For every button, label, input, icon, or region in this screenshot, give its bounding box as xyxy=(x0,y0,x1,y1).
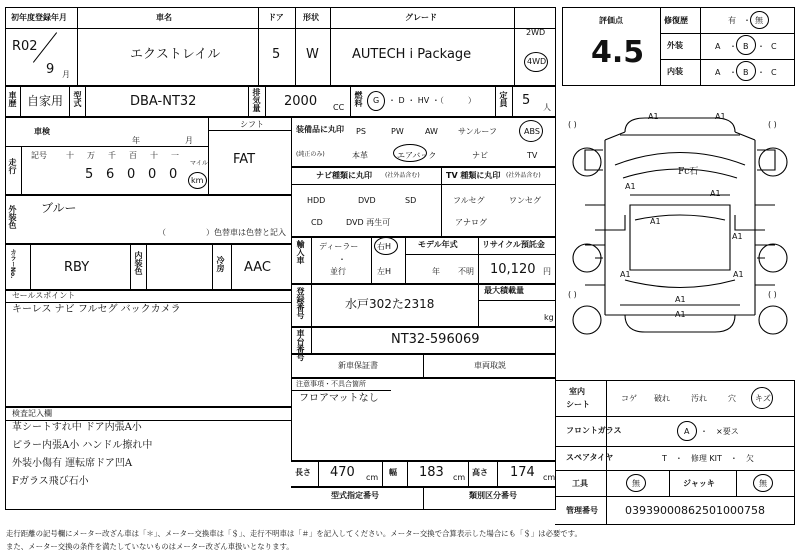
interior-sheet-label: シート xyxy=(566,400,590,409)
type-label: 型式 xyxy=(73,91,82,107)
int-a: A xyxy=(715,68,721,77)
fuel-label: 燃料 xyxy=(354,91,363,107)
model-year-label: モデル年式 xyxy=(418,240,458,249)
fuel-options: ・ D ・ HV ・（ ） xyxy=(388,96,476,105)
shift-label: シフト xyxy=(240,120,264,129)
inspector-line-1: 革シートすれ中 ドア内張A小 xyxy=(12,422,142,433)
mgmt-number: 03939000862501000758 xyxy=(625,504,765,517)
type-designation-label: 型式指定番号 xyxy=(331,491,379,500)
nav-type-label: ナビ種類に丸印 xyxy=(316,171,372,180)
recycle-label: リサイクル預託金 xyxy=(482,240,545,249)
tools-value: 無 xyxy=(632,479,640,488)
equipment-sub: (純正のみ) xyxy=(296,151,325,158)
mark-right-rear: A1 xyxy=(732,232,743,241)
bracket-top-left: ( ) xyxy=(568,120,577,129)
usage-value: 自家用 xyxy=(27,94,64,108)
jack-label: ジャッキ xyxy=(683,479,715,488)
mileage-label: 走行 xyxy=(8,158,17,174)
width-value: 183 xyxy=(419,465,444,480)
max-load-unit: kg xyxy=(544,313,554,322)
equip-aw: AW xyxy=(425,127,438,136)
sales-point: キーレス ナビ フルセグ バックカメラ xyxy=(12,304,181,315)
usage-label: 車歴 xyxy=(8,91,17,107)
door-label: ドア xyxy=(268,13,284,22)
color-note: （ ）色替車は色替と記入 xyxy=(158,228,286,237)
nav-cd: CD xyxy=(311,218,323,227)
new-car-warranty: 新車保証書 xyxy=(338,361,378,370)
equipment-label: 装備品に丸印 xyxy=(296,125,344,134)
capacity-label: 定員 xyxy=(499,91,508,107)
color-code-label: カラーNo. xyxy=(9,249,16,279)
height-unit: cm xyxy=(543,473,556,482)
drive-4wd: 4WD xyxy=(527,57,547,66)
tv-fullseg: フルセグ xyxy=(453,196,485,205)
import-dot: ・ xyxy=(338,255,346,264)
nav-type-sub: (社外品含む) xyxy=(385,172,420,179)
exterior-label: 外装 xyxy=(667,41,683,50)
import-parallel: 並行 xyxy=(330,267,346,276)
registration-label: 登録番号 xyxy=(296,287,305,319)
spare-label: スペアタイヤ xyxy=(566,453,614,462)
first-reg-label: 初年度登録年月 xyxy=(11,13,67,22)
model-year-unknown: 不明 xyxy=(458,267,474,276)
windshield-rest: ・ ×要ス xyxy=(700,427,739,436)
windshield-label: フロントガラス xyxy=(566,426,622,435)
sheet-hole: 穴 xyxy=(728,394,736,403)
windshield-a: A xyxy=(684,427,690,436)
equip-airbag: エアバック xyxy=(397,151,437,160)
equip-pw: PW xyxy=(391,127,404,136)
mark-front-bumper: A1 xyxy=(648,112,659,121)
score-label: 評価点 xyxy=(599,16,623,25)
mile-digit-1: 5 xyxy=(85,167,94,182)
mile-digit-3: 0 xyxy=(127,167,136,182)
bracket-top-right: ( ) xyxy=(768,120,777,129)
ext-sep-1: ・ xyxy=(729,42,737,51)
footer-note-2: また、メーター交換の条件を満たしていないものはメーター改ざん車扱いとなります。 xyxy=(6,542,294,551)
nav-sd: SD xyxy=(405,196,417,205)
repair-sep: ・ xyxy=(743,16,751,25)
reg-month-unit: 月 xyxy=(62,70,70,79)
sheet-tear: 破れ xyxy=(654,394,670,403)
recycle-unit: 円 xyxy=(543,267,551,276)
vehicle-name: エクストレイル xyxy=(130,47,221,62)
ac-label: 冷房 xyxy=(216,256,225,272)
interior-color-label: 内装色 xyxy=(134,251,143,275)
chassis-label: 車台番号 xyxy=(296,329,305,361)
bracket-bottom-left: ( ) xyxy=(568,290,577,299)
unit-10: 十 xyxy=(150,151,158,160)
ext-a: A xyxy=(715,42,721,51)
km-unit: km xyxy=(191,176,204,185)
ac-value: AAC xyxy=(244,260,271,275)
import-label: 輸入車 xyxy=(296,240,305,264)
footer-note-1: 走行距離の記号欄にメーター改ざん車は「＊」、メーター交換車は「＄」、走行不明車は「＃」を記入してください。メーター交換で合算表示した場合にも「＄」は必要です。 xyxy=(6,529,582,538)
vehicle-manual: 車両取説 xyxy=(474,361,506,370)
mark-left-door: A1 xyxy=(625,182,636,191)
int-c: C xyxy=(771,68,777,77)
max-load-label: 最大積載量 xyxy=(484,286,524,295)
spare-left xyxy=(573,306,601,334)
ext-sep-2: ・ xyxy=(757,42,765,51)
height-value: 174 xyxy=(510,465,535,480)
ext-c: C xyxy=(771,42,777,51)
shape-label: 形状 xyxy=(303,13,319,22)
displacement-value: 2000 xyxy=(284,94,318,109)
wheel-front-left xyxy=(573,148,601,176)
car-damage-diagram xyxy=(565,110,795,375)
mark-right-door: A1 xyxy=(710,189,721,198)
width-unit: cm xyxy=(453,473,466,482)
tools-label: 工具 xyxy=(572,479,588,488)
capacity-value: 5 xyxy=(522,93,531,108)
equip-abs: ABS xyxy=(524,127,540,136)
inspection-year: 年 xyxy=(132,136,140,145)
equip-leather: 本革 xyxy=(352,151,368,160)
color-value: ブルー xyxy=(41,201,77,215)
grade-value: AUTECH i Package xyxy=(352,47,472,62)
import-dealer: ディーラー xyxy=(319,242,359,251)
mark-left-rear: A1 xyxy=(650,217,661,226)
color-code: RBY xyxy=(64,260,90,275)
mark-front-right: A1 xyxy=(715,112,726,121)
length-label: 長さ xyxy=(295,468,311,477)
nav-dvd-play: DVD 再生可 xyxy=(346,218,391,227)
equip-sunroof: サンルーフ xyxy=(458,127,497,136)
wheel-front-right xyxy=(759,148,787,176)
mark-rear-bumper: A1 xyxy=(675,310,686,319)
caution-text: フロアマットなし xyxy=(299,393,379,404)
cc-unit: CC xyxy=(333,103,345,112)
bracket-bottom-right: ( ) xyxy=(768,290,777,299)
width-label: 幅 xyxy=(389,468,397,477)
repair-label: 修復歴 xyxy=(664,16,688,25)
repair-no: 無 xyxy=(755,16,763,25)
mile-digit-5: 0 xyxy=(169,167,178,182)
unit-1: 一 xyxy=(171,151,179,160)
mileage-symbol-label: 記号 xyxy=(31,151,47,160)
sheet-burn: コゲ xyxy=(621,394,637,403)
color-label: 外装色 xyxy=(8,205,17,229)
grade-label: グレード xyxy=(405,13,437,22)
inspector-line-2: ピラー内張A小 ハンドル擦れ中 xyxy=(12,440,153,451)
spare-options: T ・ 修理 KIT ・ 欠 xyxy=(662,454,754,463)
int-sep-1: ・ xyxy=(729,68,737,77)
equip-tv: TV xyxy=(527,151,538,160)
mile-digit-2: 6 xyxy=(106,167,115,182)
mile-label: マイル xyxy=(190,160,208,167)
caution-label: 注意事項・不具合箇所 xyxy=(296,380,366,388)
length-value: 470 xyxy=(330,465,355,480)
interior-sheet-label-1: 室内 xyxy=(569,387,585,396)
mile-digit-4: 0 xyxy=(148,167,157,182)
unit-100: 百 xyxy=(129,151,137,160)
registration-value: 水戸302た2318 xyxy=(345,297,435,311)
left-hand: 左H xyxy=(377,267,392,276)
interior-label: 内装 xyxy=(667,67,683,76)
nav-dvd: DVD xyxy=(358,196,376,205)
int-sep-2: ・ xyxy=(757,68,765,77)
jack-value: 無 xyxy=(759,479,767,488)
capacity-unit: 人 xyxy=(543,103,551,112)
height-label: 高さ xyxy=(472,468,488,477)
equip-nav: ナビ xyxy=(472,151,488,160)
length-unit: cm xyxy=(366,473,379,482)
score-value: 4.5 xyxy=(591,35,645,70)
int-b: B xyxy=(743,68,749,77)
spare-right xyxy=(759,306,787,334)
shift-value: FAT xyxy=(233,152,256,167)
tv-oneseg: ワンセグ xyxy=(509,196,541,205)
model-code: DBA-NT32 xyxy=(130,94,197,109)
mark-right-quarter: A1 xyxy=(733,270,744,279)
sheet-stain: 汚れ xyxy=(691,394,707,403)
nav-hdd: HDD xyxy=(307,196,326,205)
equip-ps: PS xyxy=(356,127,366,136)
car-name-label: 車名 xyxy=(156,13,172,22)
inspection-month: 月 xyxy=(185,136,193,145)
recycle-value: 10,120 xyxy=(490,262,536,277)
chassis-value: NT32-596069 xyxy=(391,332,480,347)
tv-type-label: TV 種類に丸印 xyxy=(446,171,501,180)
displacement-label: 排気量 xyxy=(252,88,261,112)
sales-point-label: セールスポイント xyxy=(12,291,76,300)
class-number-label: 類別区分番号 xyxy=(469,491,517,500)
repair-yes: 有 xyxy=(728,16,736,25)
unit-10k: 万 xyxy=(87,151,95,160)
mark-rear-gate: A1 xyxy=(675,295,686,304)
model-year-year: 年 xyxy=(432,267,440,276)
body-shape: W xyxy=(306,47,319,62)
unit-1k: 千 xyxy=(108,151,116,160)
reg-month: 9 xyxy=(46,62,55,77)
tv-analog: アナログ xyxy=(455,218,487,227)
fuel-g: G xyxy=(373,96,380,105)
inspector-line-4: Fガラス飛び石小 xyxy=(12,476,89,487)
mgmt-label: 管理番号 xyxy=(566,506,598,515)
door-count: 5 xyxy=(272,47,281,62)
mark-windshield-note: Fc石 xyxy=(678,167,699,177)
unit-10m: 十 xyxy=(66,151,74,160)
tv-type-sub: (社外品含む) xyxy=(506,172,541,179)
ext-b: B xyxy=(743,42,749,51)
drive-2wd: 2WD xyxy=(526,28,546,37)
inspector-line-3: 外装小傷有 運転席ドア凹A xyxy=(12,458,133,469)
inspector-label: 検査記入欄 xyxy=(12,409,52,418)
inspection-label: 車検 xyxy=(34,127,50,136)
right-hand: 右H xyxy=(377,242,392,251)
reg-era-year: R02 xyxy=(12,39,38,54)
mark-left-quarter: A1 xyxy=(620,270,631,279)
sheet-scratch: キズ xyxy=(755,394,771,403)
